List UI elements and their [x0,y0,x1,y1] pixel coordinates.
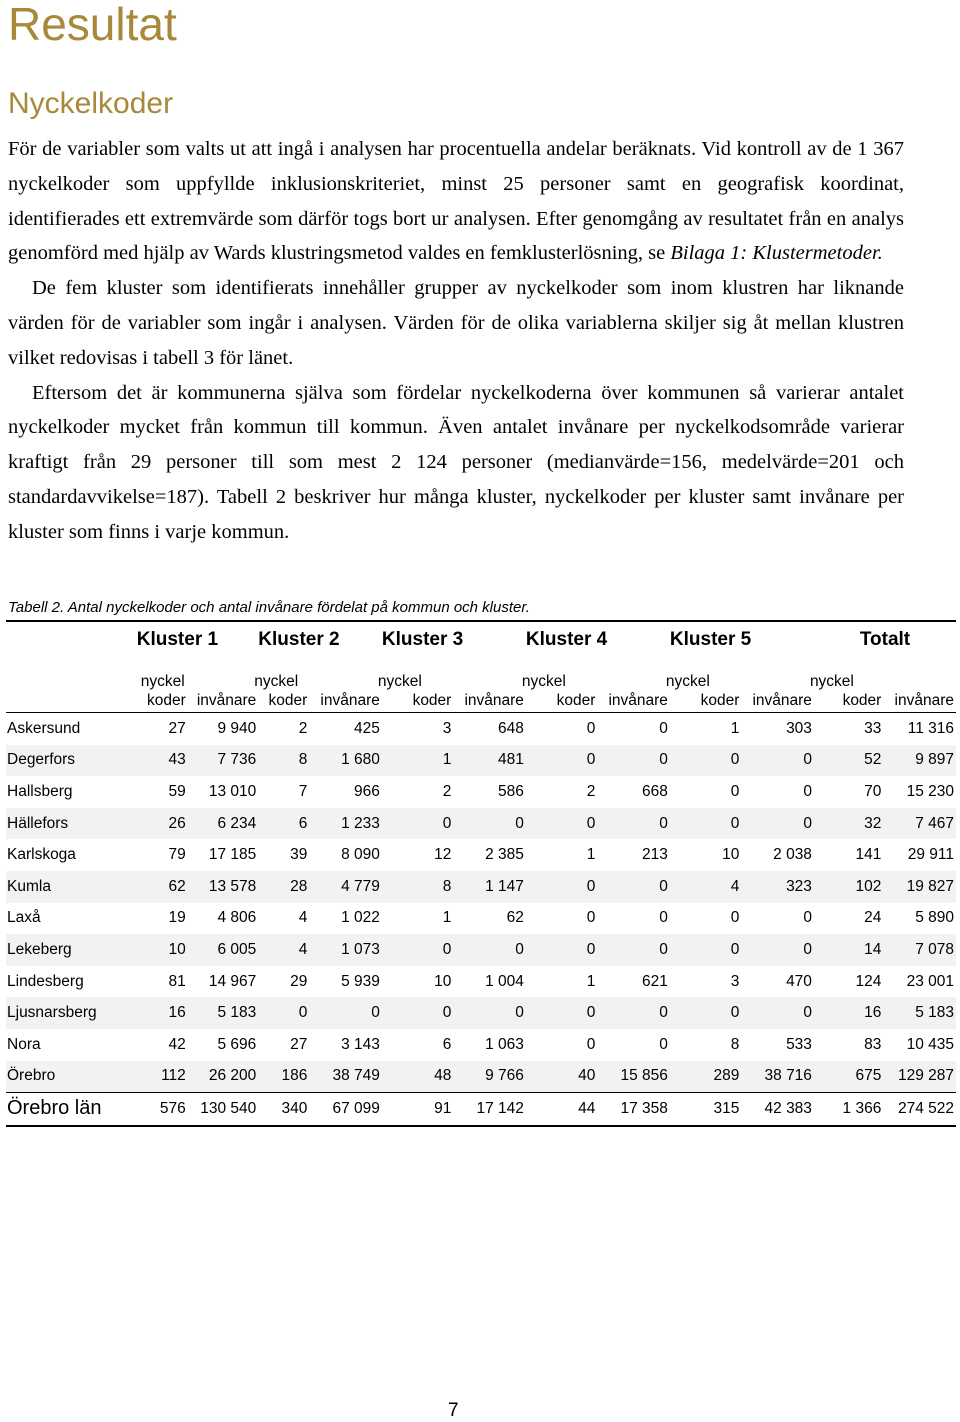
municipality-name: Askersund [7,719,81,737]
nyckelkoder-cell: 39 [290,846,308,864]
paragraph-3: Eftersom det är kommunerna själva som fördelar nyckelkoderna över kommunen så varierar antalet nyckelkoder mycket från kommun till kommun. Även antalet invånare per nyckelkodsområde varierar kraftigt från 29 personer till som mest 2 124 personer (medianvärde=156, medelvärde=201 och standardavvikelse=187). Tabell 2 beskriver hur många kluster, nyckelkoder per kluster samt invånare per kluster som finns i varje kommun. [8,381,904,543]
invanare-cell: 0 [659,909,668,927]
nyckelkoder-cell: 26 [137,808,186,840]
nyckelkoder-cell: 3 [442,719,452,737]
nyckelkoder-cell: 40 [526,1061,595,1093]
nyckelkoder-cell: 2 [442,782,452,800]
nyckelkoder-cell: 81 [168,972,186,990]
municipality-name: Hallsberg [7,782,73,800]
invanare-cell: 17 142 [451,1093,526,1126]
nyckelkoder-cell: 0 [382,997,451,1029]
invanare-cell: 0 [451,808,526,840]
invanare-cell: 0 [595,997,670,1029]
nyckelkoder-cell: 124 [855,972,882,990]
nyckelkoder-cell: 27 [168,719,186,737]
nyckelkoder-cell: 0 [730,782,740,800]
invanare-cell: 17 358 [595,1093,670,1126]
invanare-cell: 26 200 [186,1061,259,1093]
nyckelkoder-cell: 0 [730,909,740,927]
invanare-subheader: invånare [307,658,382,713]
nyckelkoder-cell: 16 [814,997,881,1029]
table-row [6,776,956,808]
nyckelkoder-cell: 4 [258,934,307,966]
cluster-header: Kluster 1 [137,621,259,658]
invanare-cell: 19 827 [881,871,956,903]
paragraph-2: De fem kluster som identifierats innehåller grupper av nyckelkoder som inom klustren har liknande värden för de variabler som ingår i analysen. Värden för de olika variablerna skiljer sig åt mellan klustren vilket redovisas i tabell 3 för länet. [8,277,904,369]
nyckelkoder-cell: 8 [258,745,307,777]
nyckelkoder-cell: 12 [434,846,452,864]
table-row [6,871,956,903]
nyckelkoder-cell: 10 [722,846,740,864]
corner-cell [6,621,137,658]
invanare-subheader: invånare [739,658,814,713]
invanare-cell: 966 [354,782,380,800]
nyckelkoder-cell: 43 [137,745,186,777]
nyckelkoder-cell: 0 [526,871,595,903]
invanare-cell: 11 316 [907,719,954,737]
nyckelkoder-cell: 6 [258,808,307,840]
nyckelkoder-cell: 0 [670,934,739,966]
nyckelkoder-cell: 42 [168,1035,186,1053]
invanare-cell: 23 001 [906,972,954,990]
cluster-header: Kluster 2 [258,621,382,658]
nyckelkoder-cell: 52 [814,745,881,777]
nyckelkoder-cell: 576 [137,1093,186,1126]
table-caption-text: Antal nyckelkoder och antal invånare fördelat på kommun och kluster. [67,599,530,616]
table-caption-label: Tabell 2. [8,599,65,616]
invanare-cell: 130 540 [186,1093,259,1126]
subheader-koder: koder [268,692,308,709]
nyckelkoder-cell: 62 [137,871,186,903]
cluster-header-row [6,621,956,658]
invanare-cell: 586 [498,782,524,800]
invanare-cell: 5 890 [915,909,954,927]
invanare-cell: 213 [642,846,668,864]
municipality-name: Örebro [6,1061,137,1093]
subheader-koder: koder [147,692,186,709]
municipality-name: Ljusnarsberg [6,997,137,1029]
invanare-cell: 8 090 [341,846,380,864]
table-row [6,808,956,840]
invanare-cell: 1 004 [485,972,524,990]
invanare-cell: 0 [739,745,814,777]
nyckelkoder-cell: 44 [526,1093,595,1126]
invanare-cell: 0 [451,934,526,966]
invanare-cell: 668 [642,782,668,800]
cluster-header: Totalt [814,621,956,658]
nyckelkoder-cell: 29 [290,972,308,990]
invanare-cell: 425 [354,719,380,737]
invanare-cell: 533 [786,1035,812,1053]
subheader-nyckel: nyckel [254,673,299,690]
invanare-cell: 0 [739,934,814,966]
nyckelkoder-cell: 141 [855,846,882,864]
invanare-cell: 1 233 [307,808,382,840]
invanare-cell: 15 856 [595,1061,670,1093]
paragraph-1-text: För de variabler som valts ut att ingå i analysen har procentuella andelar beräknats. Vid kontroll av de 1 367 nyckelkoder som uppfyllde inklusionskriteriet, minst 25 personer samt en geografisk koordinat, identifierades ett extremvärde som därför togs bort ur analysen. Efter genomgång av resultatet från en analys genomförd med hjälp av Wards klustringsmetod valdes en femklusterlösning, se [8,138,904,265]
invanare-cell: 0 [739,808,814,840]
invanare-subheader: invånare [881,658,956,713]
municipality-name: Degerfors [6,745,137,777]
nyckelkoder-subheader [809,658,882,713]
invanare-cell: 9 940 [217,719,257,737]
nyckelkoder-cell: 10 [137,934,186,966]
invanare-cell: 621 [642,972,668,990]
paragraph-1-end: . [877,242,883,265]
invanare-cell: 10 435 [906,1035,954,1053]
nyckelkoder-cell: 79 [168,846,186,864]
invanare-cell: 7 078 [881,934,956,966]
section-heading: Nyckelkoder [8,87,174,120]
nyckelkoder-cell: 102 [814,871,881,903]
nyckelkoder-cell: 0 [382,934,451,966]
table-caption [8,599,530,616]
invanare-cell: 4 806 [217,909,257,927]
nyckelkoder-subheader [254,658,308,713]
nyckelkoder-cell: 0 [526,934,595,966]
appendix-reference: Bilaga 1: Klustermetoder [670,242,878,265]
invanare-cell: 2 385 [485,846,524,864]
invanare-cell: 42 383 [739,1093,814,1126]
nyckelkoder-cell: 1 [586,846,596,864]
invanare-subheader: invånare [451,658,526,713]
municipality-name: Kumla [6,871,137,903]
invanare-cell: 129 287 [881,1061,956,1093]
nyckelkoder-cell: 4 [670,871,739,903]
cluster-header: Kluster 4 [526,621,670,658]
nyckelkoder-cell: 59 [168,782,186,800]
invanare-cell: 648 [498,719,524,737]
invanare-cell: 0 [595,871,670,903]
nyckelkoder-cell: 1 [442,909,452,927]
nyckelkoder-cell: 1 [730,719,740,737]
municipality-name: Karlskoga [7,846,76,864]
nyckelkoder-cell: 33 [864,719,882,737]
invanare-cell: 470 [786,972,812,990]
nyckelkoder-cell: 3 [730,972,740,990]
nyckelkoder-cell: 6 [442,1035,452,1053]
subheader-nyckel: nyckel [665,673,710,690]
invanare-cell: 2 038 [773,846,812,864]
nyckelkoder-cell: 24 [864,909,882,927]
municipality-name: Hällefors [6,808,137,840]
nyckelkoder-cell: 83 [864,1035,882,1053]
nyckelkoder-cell: 315 [670,1093,739,1126]
invanare-cell: 0 [659,719,668,737]
nyckelkoder-subheader [377,658,452,713]
invanare-cell: 14 967 [208,972,257,990]
nyckelkoder-cell: 0 [526,997,595,1029]
nyckelkoder-cell: 14 [814,934,881,966]
subheader-koder: koder [556,692,596,709]
invanare-cell: 7 467 [881,808,956,840]
subheader-koder: koder [700,692,740,709]
subheader-row [6,658,956,713]
nyckelkoder-cell: 0 [586,1035,596,1053]
cluster-header: Kluster 3 [382,621,526,658]
nyckelkoder-cell: 1 [586,972,596,990]
invanare-cell: 303 [786,719,812,737]
nyckelkoder-cell: 340 [258,1093,307,1126]
table-row [6,839,956,871]
nyckelkoder-cell: 0 [526,808,595,840]
invanare-cell: 29 911 [907,846,954,864]
invanare-cell: 0 [739,997,814,1029]
nyckelkoder-cell: 70 [864,782,882,800]
nyckelkoder-subheader [521,658,596,713]
invanare-cell: 17 185 [208,846,257,864]
nyckelkoder-cell: 4 [298,909,308,927]
nyckelkoder-cell: 0 [670,745,739,777]
municipality-name: Laxå [7,909,41,927]
nyckelkoder-cell: 48 [382,1061,451,1093]
nyckelkoder-cell: 2 [298,719,308,737]
nyckelkoder-cell: 675 [814,1061,881,1093]
subheader-nyckel: nyckel [521,673,566,690]
nyckelkoder-cell: 8 [382,871,451,903]
invanare-cell: 481 [451,745,526,777]
table-row [6,997,956,1029]
invanare-cell: 62 [506,909,524,927]
invanare-cell: 38 749 [307,1061,382,1093]
nyckelkoder-cell: 2 [586,782,596,800]
nyckelkoder-cell: 16 [137,997,186,1029]
subheader-koder: koder [412,692,452,709]
nyckelkoder-subheader [665,658,740,713]
invanare-cell: 15 230 [906,782,954,800]
table-row [6,934,956,966]
invanare-cell: 3 143 [341,1035,380,1053]
nyckelkoder-cell: 112 [137,1061,186,1093]
invanare-cell: 274 522 [881,1093,956,1126]
nyckelkoder-cell: 28 [258,871,307,903]
table-row [6,903,956,935]
invanare-cell: 9 897 [881,745,956,777]
page-number: 7 [448,1400,459,1421]
nyckelkoder-cell: 0 [526,745,595,777]
corner-cell [6,658,137,713]
municipality-name: Örebro län [6,1093,137,1126]
table-row [6,713,956,745]
nyckelkoder-cell: 0 [382,808,451,840]
invanare-cell: 5 183 [881,997,956,1029]
invanare-cell: 13 578 [186,871,259,903]
invanare-cell: 4 779 [307,871,382,903]
nyckelkoder-cell: 10 [434,972,452,990]
invanare-cell: 0 [595,934,670,966]
subheader-nyckel: nyckel [140,673,185,690]
nyckelkoder-cell: 8 [730,1035,740,1053]
subheader-koder: koder [842,692,882,709]
nyckelkoder-cell: 27 [290,1035,308,1053]
nyckelkoder-cell: 0 [586,719,596,737]
invanare-cell: 0 [595,745,670,777]
invanare-subheader: invånare [595,658,670,713]
nyckelkoder-cell: 1 [382,745,451,777]
nyckelkoder-cell: 0 [258,997,307,1029]
nyckelkoder-cell: 186 [258,1061,307,1093]
nyckelkoder-cell: 91 [382,1093,451,1126]
nyckelkoder-cell: 19 [168,909,186,927]
invanare-cell: 0 [803,782,812,800]
invanare-cell: 38 716 [739,1061,814,1093]
municipality-name: Lindesberg [7,972,84,990]
nyckelkoder-cell: 0 [670,997,739,1029]
subheader-nyckel: nyckel [809,673,854,690]
invanare-cell: 1 063 [485,1035,524,1053]
invanare-cell: 7 736 [186,745,259,777]
invanare-cell: 5 183 [186,997,259,1029]
cluster-header: Kluster 5 [670,621,814,658]
nyckelkoder-cell: 289 [670,1061,739,1093]
nyckelkoder-cell: 0 [670,808,739,840]
invanare-cell: 0 [307,997,382,1029]
invanare-cell: 6 005 [186,934,259,966]
data-table [6,620,956,1127]
municipality-name: Nora [7,1035,41,1053]
invanare-cell: 1 680 [307,745,382,777]
invanare-cell: 0 [803,909,812,927]
invanare-cell: 5 939 [341,972,380,990]
subheader-nyckel: nyckel [377,673,422,690]
invanare-cell: 1 147 [451,871,526,903]
nyckelkoder-cell: 32 [814,808,881,840]
invanare-cell: 323 [739,871,814,903]
table-row [6,1061,956,1093]
table-row [6,745,956,777]
invanare-cell: 0 [659,1035,668,1053]
table-body [6,713,956,1126]
table-row [6,1029,956,1061]
invanare-cell: 5 696 [217,1035,257,1053]
invanare-cell: 1 073 [307,934,382,966]
nyckelkoder-cell: 7 [298,782,308,800]
invanare-cell: 67 099 [307,1093,382,1126]
municipality-name: Lekeberg [6,934,137,966]
body-text [8,132,904,550]
invanare-cell: 9 766 [451,1061,526,1093]
invanare-cell: 0 [451,997,526,1029]
invanare-cell: 0 [595,808,670,840]
nyckelkoder-subheader [137,658,186,713]
invanare-cell: 6 234 [186,808,259,840]
invanare-cell: 13 010 [208,782,257,800]
table-row [6,966,956,998]
page-title: Resultat [8,0,177,50]
nyckelkoder-cell: 0 [586,909,596,927]
nyckelkoder-cell: 1 366 [814,1093,881,1126]
paragraph-1 [8,132,904,271]
invanare-subheader: invånare [186,658,259,713]
invanare-cell: 1 022 [341,909,380,927]
table-total-row [6,1093,956,1126]
